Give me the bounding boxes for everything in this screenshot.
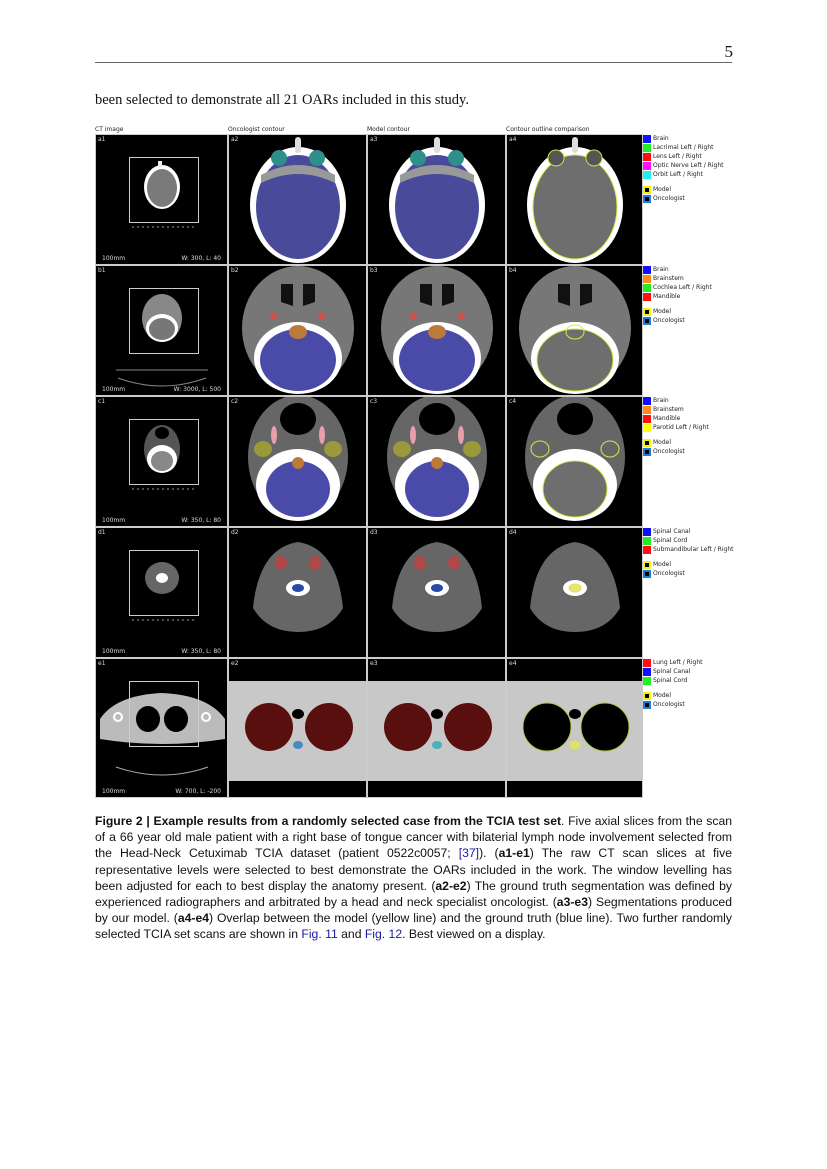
model-swatch	[643, 308, 651, 316]
panel-label: e4	[509, 660, 517, 667]
legend-label: Model	[653, 561, 672, 568]
panel-a2	[228, 134, 367, 265]
figure-caption	[95, 813, 732, 943]
legend-item-model	[643, 560, 738, 569]
oncologist-swatch	[643, 195, 651, 203]
oncologist-swatch	[643, 701, 651, 709]
legend-item-model	[643, 691, 738, 700]
legend-label: Brain	[653, 266, 669, 273]
oncologist-contour-skull-base	[229, 266, 367, 396]
color-swatch	[643, 397, 651, 405]
legend-label: Model	[653, 439, 672, 446]
color-swatch	[643, 546, 651, 554]
legend-item	[643, 527, 738, 536]
panel-ref-a1-e1: a1-e1	[498, 846, 530, 861]
panel-label: c1	[98, 398, 106, 405]
zoom-region-box	[129, 288, 199, 354]
legend-label: Brainstem	[653, 406, 684, 413]
oncologist-swatch	[643, 448, 651, 456]
panel-b1	[95, 265, 228, 396]
legend-label: Oncologist	[653, 701, 685, 708]
panel-label: e3	[370, 660, 378, 667]
caption-separator: |	[146, 814, 150, 828]
legend-item	[643, 414, 738, 423]
legend-label: Brainstem	[653, 275, 684, 282]
panel-a1	[95, 134, 228, 265]
color-swatch	[643, 144, 651, 152]
panel-label: d2	[231, 529, 239, 536]
legend-row-a	[643, 134, 738, 203]
legend-label: Brain	[653, 397, 669, 404]
panel-d3	[367, 527, 506, 658]
legend-item	[643, 143, 738, 152]
figure-row-a	[95, 134, 735, 265]
panel-d2	[228, 527, 367, 658]
oncologist-contour-posterior-fossa	[229, 397, 367, 527]
scale-bar-label: 100mm	[102, 517, 126, 524]
legend-label: Spinal Canal	[653, 668, 691, 675]
zoom-region-box	[129, 681, 199, 747]
caption-text: . Five axial slices from the scan of a 66 year old male patient with a right base of tongue cancer with bilaterial lymph node involvement selected from the Head-Neck Cetuximab TCIA dataset (patient 0522c0057;	[95, 814, 733, 861]
window-level-label: W: 350, L: 80	[181, 648, 221, 655]
color-swatch	[643, 537, 651, 545]
panel-label: a4	[509, 136, 517, 143]
legend-item-oncologist	[643, 569, 738, 578]
col-header-comparison: Contour outline comparison	[506, 126, 590, 133]
panel-c3	[367, 396, 506, 527]
legend-label: Mandible	[653, 293, 681, 300]
legend-item	[643, 274, 738, 283]
color-swatch	[643, 424, 651, 432]
panel-label: a1	[98, 136, 106, 143]
caption-text: and	[337, 927, 365, 942]
legend-item	[643, 423, 738, 432]
legend-item	[643, 676, 738, 685]
color-swatch	[643, 284, 651, 292]
scale-bar-label: 100mm	[102, 386, 126, 393]
legend-label: Oncologist	[653, 195, 685, 202]
page-number: 5	[724, 42, 733, 61]
model-contour-brain	[368, 135, 506, 265]
panel-label: c3	[370, 398, 378, 405]
column-headers	[95, 126, 735, 134]
legend-row-e	[643, 658, 738, 709]
legend-item	[643, 396, 738, 405]
figure-row-e	[95, 658, 735, 798]
contour-outline-comparison-neck	[507, 528, 643, 658]
panel-b2	[228, 265, 367, 396]
panel-label: d1	[98, 529, 106, 536]
panel-b4	[506, 265, 643, 396]
color-swatch	[643, 171, 651, 179]
color-swatch	[643, 406, 651, 414]
legend-item-oncologist	[643, 447, 738, 456]
legend-label: Orbit Left / Right	[653, 171, 703, 178]
panel-label: a2	[231, 136, 239, 143]
figure-2	[95, 126, 735, 798]
legend-label: Model	[653, 308, 672, 315]
panel-ref-a4-e4: a4-e4	[177, 911, 209, 926]
legend-row-b	[643, 265, 738, 325]
legend-label: Oncologist	[653, 448, 685, 455]
fig-12-link[interactable]: Fig. 12	[364, 927, 403, 942]
legend-label: Oncologist	[653, 317, 685, 324]
window-level-label: W: 350, L: 80	[181, 517, 221, 524]
window-level-label: W: 300, L: 40	[181, 255, 221, 262]
panel-label: d3	[370, 529, 378, 536]
legend-label: Cochlea Left / Right	[653, 284, 712, 291]
panel-label: d4	[509, 529, 517, 536]
panel-label: b1	[98, 267, 106, 274]
legend-label: Oncologist	[653, 570, 685, 577]
legend-label: Model	[653, 186, 672, 193]
legend-item-model	[643, 438, 738, 447]
color-swatch	[643, 415, 651, 423]
model-contour-skull-base	[368, 266, 506, 396]
scale-bar-label: 100mm	[102, 788, 126, 795]
legend-label: Lens Left / Right	[653, 153, 702, 160]
panel-a4	[506, 134, 643, 265]
panel-label: e1	[98, 660, 106, 667]
window-level-label: W: 3000, L: 500	[173, 386, 221, 393]
figure-label: Figure 2	[95, 814, 143, 828]
color-swatch	[643, 135, 651, 143]
legend-label: Brain	[653, 135, 669, 142]
caption-text: ) Segmentations produced by our model. (	[95, 895, 732, 926]
panel-c1	[95, 396, 228, 527]
legend-item	[643, 170, 738, 179]
color-swatch	[643, 677, 651, 685]
legend-item-oncologist	[643, 700, 738, 709]
legend-row-d	[643, 527, 738, 578]
legend-label: Spinal Cord	[653, 537, 688, 544]
contour-outline-comparison-brain	[507, 135, 643, 265]
zoom-region-box	[129, 550, 199, 616]
header-rule	[95, 62, 732, 63]
contour-outline-comparison-thorax	[507, 659, 643, 798]
model-swatch	[643, 692, 651, 700]
model-swatch	[643, 561, 651, 569]
legend-item-model	[643, 185, 738, 194]
oncologist-swatch	[643, 570, 651, 578]
intro-text: been selected to demonstrate all 21 OARs included in this study.	[95, 92, 469, 108]
panel-label: b4	[509, 267, 517, 274]
scale-bar-label: 100mm	[102, 648, 126, 655]
panel-label: c2	[231, 398, 239, 405]
figure-row-b	[95, 265, 735, 396]
contour-outline-comparison-skull-base	[507, 266, 643, 396]
panel-ref-a2-e2: a2-e2	[435, 878, 467, 893]
model-contour-neck	[368, 528, 506, 658]
legend-item	[643, 265, 738, 274]
legend-label: Lung Left / Right	[653, 659, 703, 666]
legend-item	[643, 152, 738, 161]
fig-11-link[interactable]: Fig. 11	[301, 927, 338, 942]
legend-item	[643, 536, 738, 545]
legend-item-oncologist	[643, 316, 738, 325]
legend-item	[643, 161, 738, 170]
caption-text: ) The raw CT scan slices at five representative levels were selected to best demonstrate the OARs included in the work. The window levelling has been adjusted for each to best display the anatomy present. (	[95, 846, 733, 893]
panel-label: b2	[231, 267, 239, 274]
panel-label: c4	[509, 398, 517, 405]
contour-outline-comparison-posterior-fossa	[507, 397, 643, 527]
panel-d4	[506, 527, 643, 658]
model-contour-posterior-fossa	[368, 397, 506, 527]
caption-text: ) Overlap between the model (yellow line) and the ground truth (blue line). Two further randomly selected TCIA set scans are shown in	[95, 911, 732, 942]
model-contour-thorax	[368, 659, 506, 798]
color-swatch	[643, 275, 651, 283]
window-level-label: W: 700, L: -200	[175, 788, 221, 795]
legend-item	[643, 134, 738, 143]
panel-e1	[95, 658, 228, 798]
legend-row-c	[643, 396, 738, 456]
caption-text: . Best viewed on a display.	[402, 927, 546, 942]
model-swatch	[643, 439, 651, 447]
figure-row-d	[95, 527, 735, 658]
caption-title: Example results from a randomly selected case from the TCIA test set	[153, 814, 562, 828]
zoom-region-box	[129, 157, 199, 223]
model-swatch	[643, 186, 651, 194]
oncologist-contour-brain	[229, 135, 367, 265]
panel-e3	[367, 658, 506, 798]
legend-label: Spinal Canal	[653, 528, 691, 535]
color-swatch	[643, 659, 651, 667]
legend-item	[643, 667, 738, 676]
color-swatch	[643, 153, 651, 161]
color-swatch	[643, 293, 651, 301]
legend-label: Mandible	[653, 415, 681, 422]
caption-text: ) The ground truth segmentation was defined by experienced radiographers and arbitrated by a head and neck specialist oncologist. (	[95, 878, 732, 910]
panel-e4	[506, 658, 643, 798]
oncologist-contour-neck	[229, 528, 367, 658]
figure-row-c	[95, 396, 735, 527]
color-swatch	[643, 668, 651, 676]
citation-link-37[interactable]: [37]	[458, 846, 480, 861]
legend-item-oncologist	[643, 194, 738, 203]
panel-e2	[228, 658, 367, 798]
legend-label: Submandibular Left / Right	[653, 546, 734, 553]
legend-label: Parotid Left / Right	[653, 424, 709, 431]
panel-d1	[95, 527, 228, 658]
legend-item	[643, 658, 738, 667]
panel-b3	[367, 265, 506, 396]
legend-label: Spinal Cord	[653, 677, 688, 684]
zoom-region-box	[129, 419, 199, 485]
col-header-model: Model contour	[367, 126, 410, 133]
panel-c2	[228, 396, 367, 527]
scale-bar-label: 100mm	[102, 255, 126, 262]
oncologist-contour-thorax	[229, 659, 367, 798]
panel-ref-a3-e3: a3-e3	[556, 895, 588, 910]
legend-label: Optic Nerve Left / Right	[653, 162, 724, 169]
panel-label: a3	[370, 136, 378, 143]
color-swatch	[643, 266, 651, 274]
legend-item-model	[643, 307, 738, 316]
legend-item	[643, 292, 738, 301]
legend-item	[643, 283, 738, 292]
panel-c4	[506, 396, 643, 527]
col-header-ct: CT image	[95, 126, 124, 133]
col-header-oncologist: Oncologist contour	[228, 126, 285, 133]
legend-label: Model	[653, 692, 672, 699]
color-swatch	[643, 162, 651, 170]
panel-label: b3	[370, 267, 378, 274]
legend-item	[643, 545, 738, 554]
panel-a3	[367, 134, 506, 265]
oncologist-swatch	[643, 317, 651, 325]
legend-item	[643, 405, 738, 414]
color-swatch	[643, 528, 651, 536]
caption-text: ). (	[479, 846, 499, 861]
panel-label: e2	[231, 660, 239, 667]
legend-label: Lacrimal Left / Right	[653, 144, 714, 151]
